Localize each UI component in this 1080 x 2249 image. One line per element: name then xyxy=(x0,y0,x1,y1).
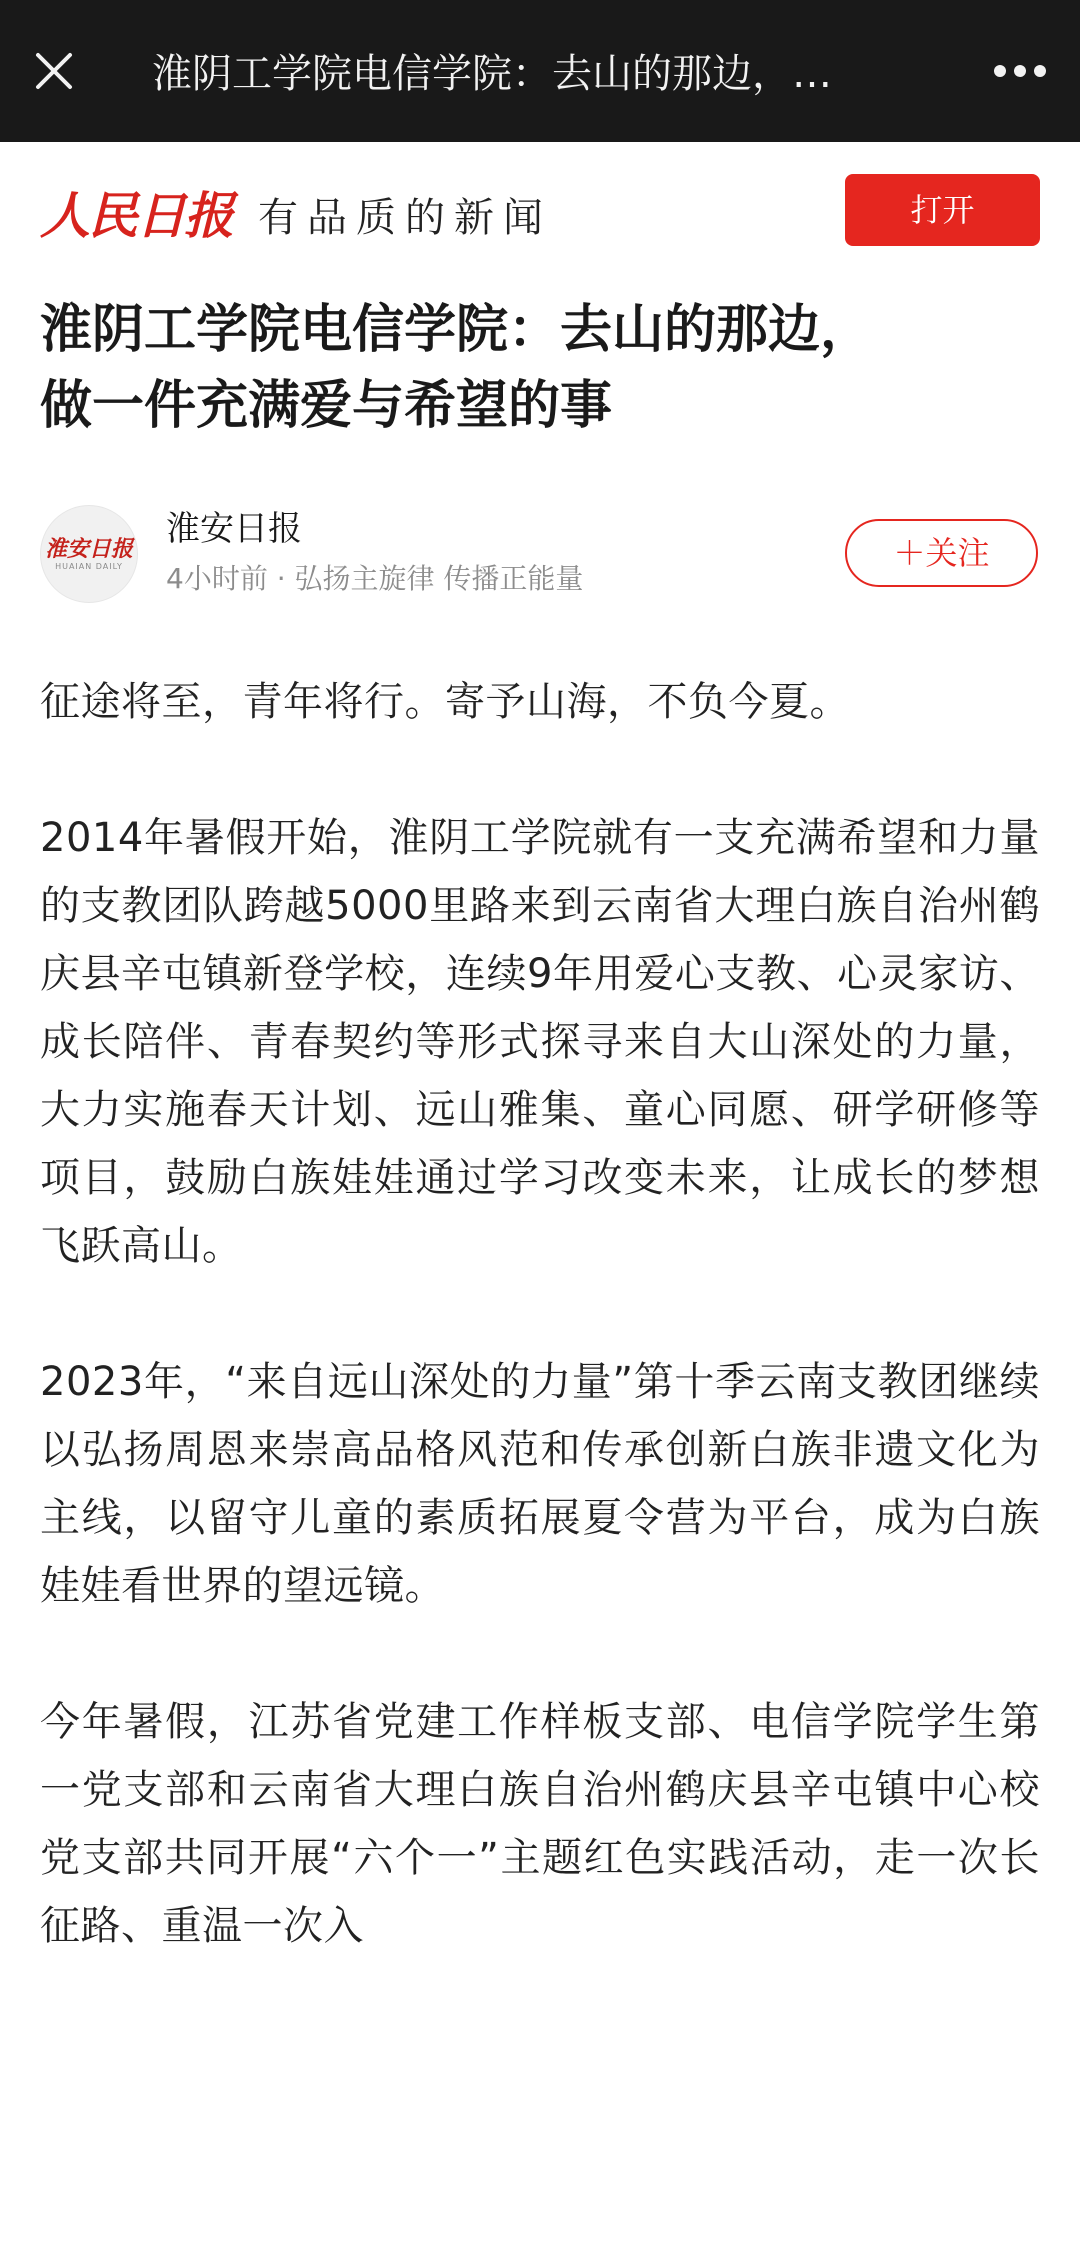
brand-bar xyxy=(0,142,1080,277)
article-paragraph: 今年暑假，江苏省党建工作样板支部、电信学院学生第一党支部和云南省大理白族自治州鹤庆县辛屯镇中心校党支部共同开展“六个一”主题红色实践活动，走一次长征路、重温一次入 xyxy=(40,1699,1040,1949)
author-name[interactable]: 淮安日报 xyxy=(166,509,302,549)
article-paragraph: 征途将至，青年将行。寄予山海，不负今夏。 xyxy=(40,679,850,725)
people-daily-logo: 人民日报 xyxy=(40,186,232,245)
article-body xyxy=(40,668,1040,1960)
article-title-line-2: 做一件充满爱与希望的事 xyxy=(40,376,613,436)
article-paragraph: 2014年暑假开始，淮阴工学院就有一支充满希望和力量的支教团队跨越5000里路来到云南省大理白族自治州鹤庆县辛屯镇新登学校，连续9年用爱心支教、心灵家访、成长陪伴、青春契约等形式探寻来自大山深处的力量，大力实施春天计划、远山雅集、童心同愿、研学研修等项目，鼓励白族娃娃通过学习改变未来，让成长的梦想飞跃高山。 xyxy=(40,815,1040,1269)
nav-title: 淮阴工学院电信学院：去山的那边，… xyxy=(152,51,832,97)
article-paragraph: 2023年，“来自远山深处的力量”第十季云南支教团继续以弘扬周恩来崇高品格风范和传承创新白族非遗文化为主线，以留守儿童的素质拓展夏令营为平台，成为白族娃娃看世界的望远镜。 xyxy=(40,1359,1040,1609)
article-title-line-1: 淮阴工学院电信学院：去山的那边， xyxy=(40,300,873,360)
more-icon[interactable] xyxy=(984,46,1056,96)
close-icon[interactable] xyxy=(24,41,84,101)
author-row xyxy=(0,505,1080,605)
top-nav-bar xyxy=(0,0,1080,142)
article-title xyxy=(40,292,1040,444)
author-avatar[interactable] xyxy=(40,505,138,603)
avatar-logo-subtext: HUAIAN DAILY xyxy=(55,562,123,571)
avatar-logo-text: 淮安日报 xyxy=(44,536,133,562)
brand-slogan: 有品质的新闻 xyxy=(258,195,552,241)
author-meta: 4小时前 · 弘扬主旋律 传播正能量 xyxy=(166,562,584,595)
follow-button[interactable]: ＋关注 xyxy=(845,519,1038,587)
open-app-button[interactable]: 打开 xyxy=(845,174,1040,246)
